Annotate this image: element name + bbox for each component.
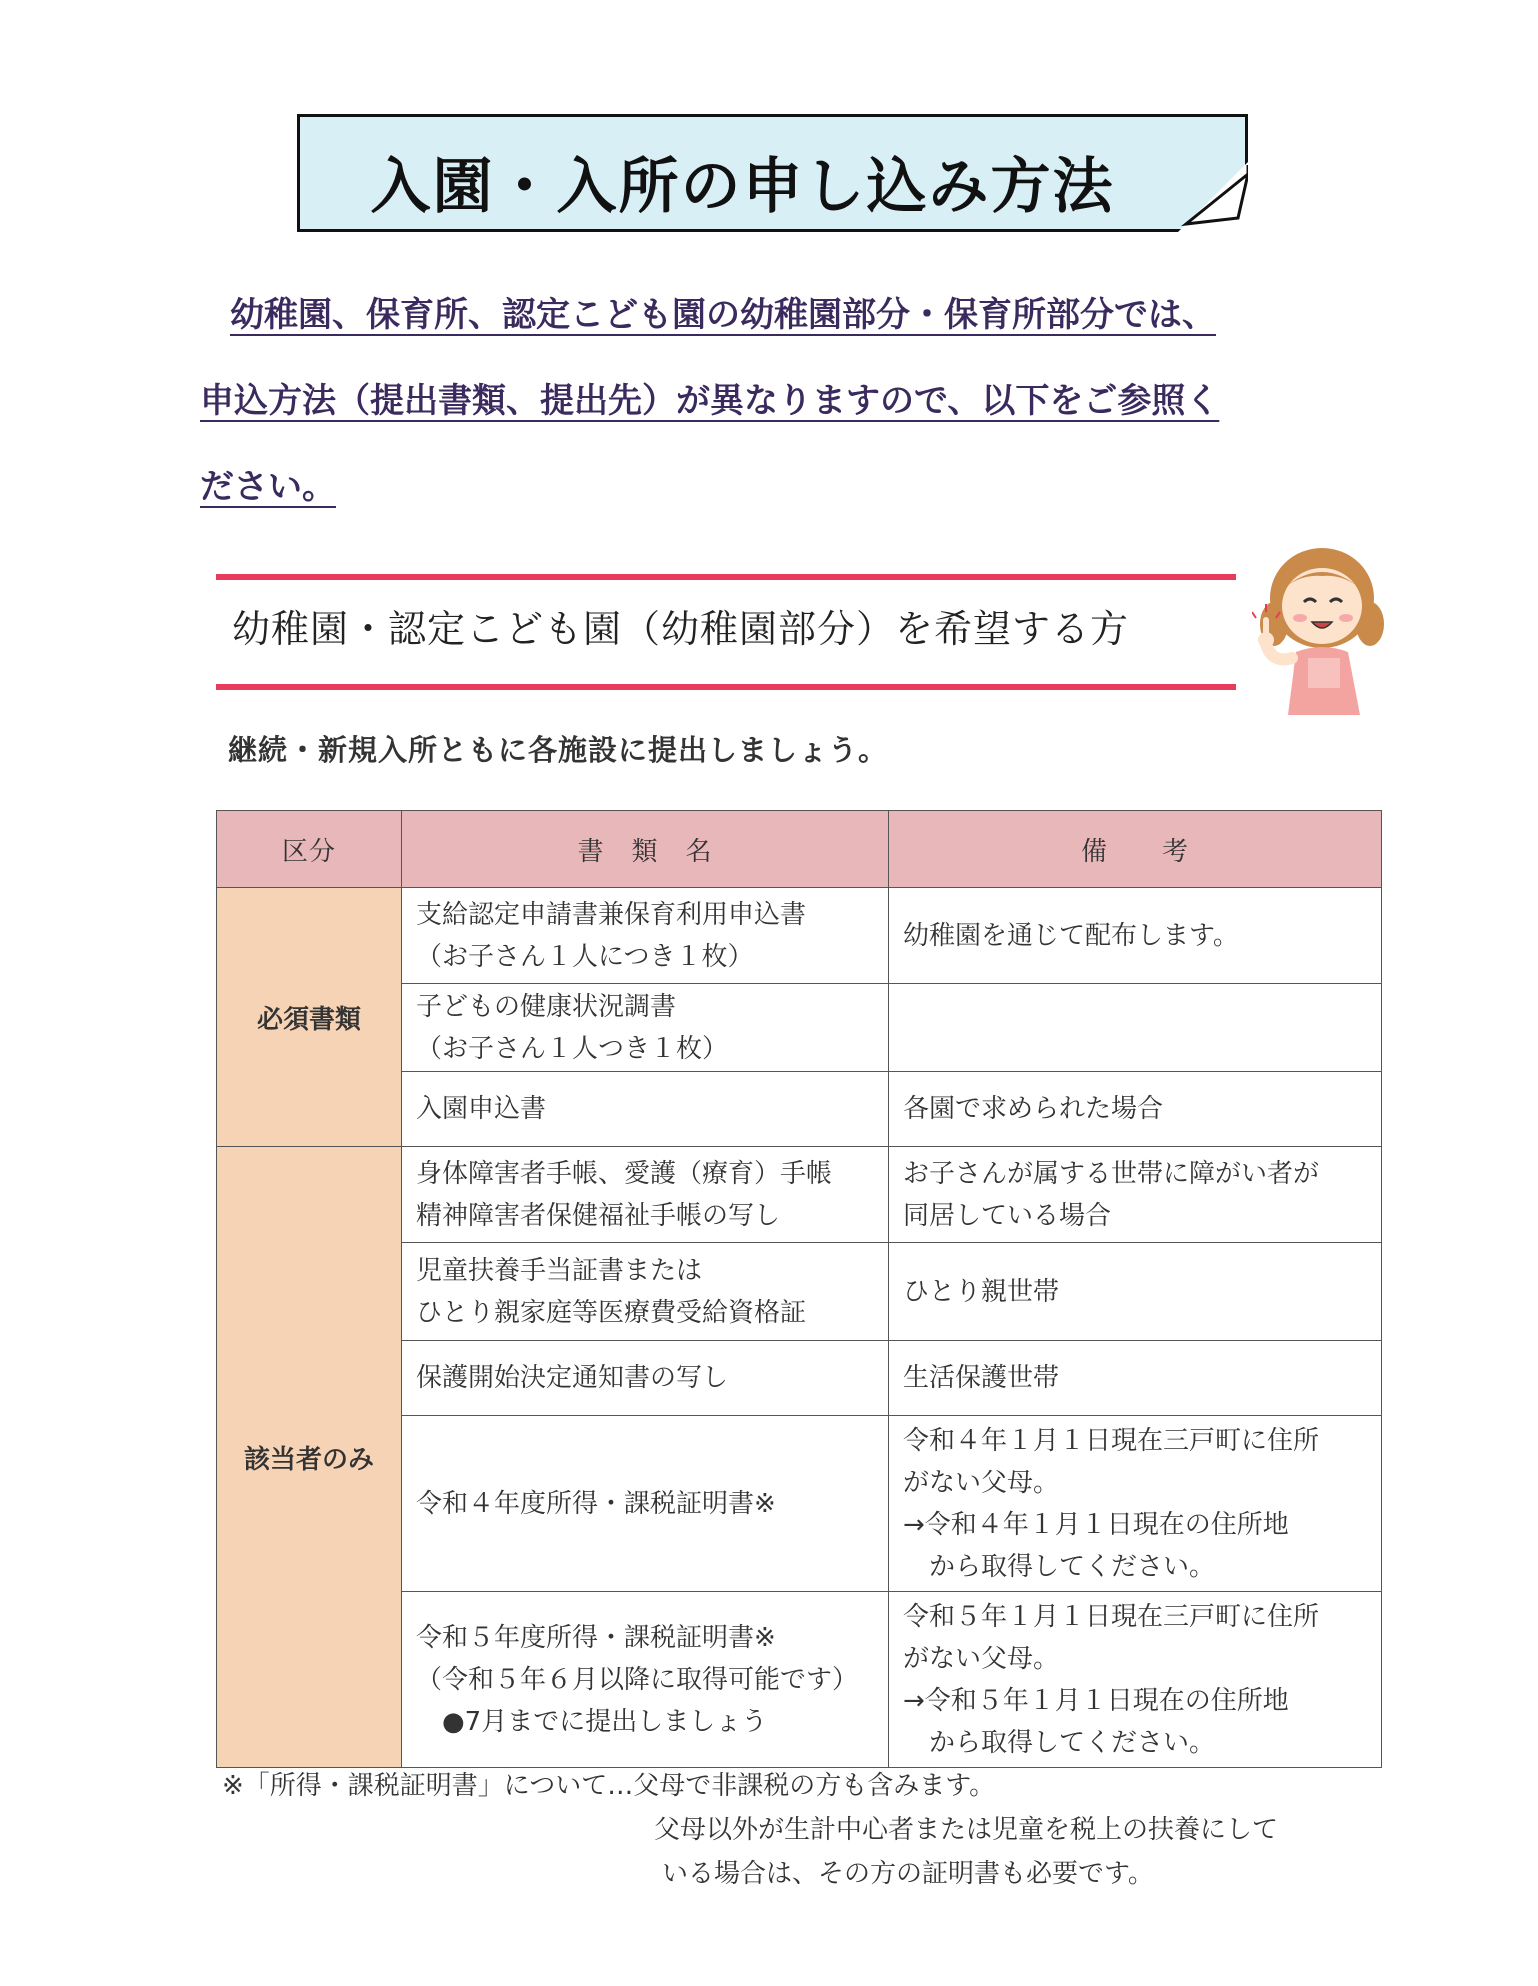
footnote-line: ※「所得・課税証明書」について…父母で非課税の方も含みます。 xyxy=(222,1771,996,1801)
document-line: （令和５年６月以降に取得可能です） xyxy=(416,1664,859,1695)
document-cell xyxy=(402,888,889,984)
note-line: ひとり親世帯 xyxy=(903,1276,1060,1307)
section-lead: 継続・新規入所ともに各施設に提出しましょう。 xyxy=(228,733,889,767)
section-rule-top xyxy=(216,574,1236,580)
intro-line: ださい。 xyxy=(200,467,336,507)
note-cell xyxy=(889,1243,1382,1341)
document-line: ●7月までに提出しましょう xyxy=(416,1706,768,1737)
note-line: 同居している場合 xyxy=(903,1200,1112,1231)
document-line: 保護開始決定通知書の写し xyxy=(416,1363,729,1393)
category-cell: 必須書類 xyxy=(217,888,402,1147)
document-cell xyxy=(402,1243,889,1341)
section-title: 幼稚園・認定こども園（幼稚園部分）を希望する方 xyxy=(232,607,1130,651)
document-cell xyxy=(402,1341,889,1416)
document-line: 入園申込書 xyxy=(416,1094,547,1124)
header-document: 書 類 名 xyxy=(402,811,889,888)
note-line: がない父母。 xyxy=(903,1643,1060,1674)
note-cell xyxy=(889,1147,1382,1243)
title-banner xyxy=(297,114,1248,232)
note-cell xyxy=(889,1072,1382,1147)
document-cell xyxy=(402,1147,889,1243)
girl-illustration-icon xyxy=(1252,540,1392,715)
note-line: お子さんが属する世帯に障がい者が xyxy=(903,1158,1320,1189)
page-curl-icon xyxy=(1178,162,1248,232)
document-line: 児童扶養手当証書または xyxy=(416,1255,703,1286)
footnote xyxy=(222,1764,1278,1896)
intro-text xyxy=(200,272,1340,530)
note-cell xyxy=(889,888,1382,984)
document-line: 身体障害者手帳、愛護（療育）手帳 xyxy=(416,1158,833,1189)
document-line: （お子さん１人につき１枚） xyxy=(416,941,754,972)
note-line: から取得してください。 xyxy=(903,1727,1216,1758)
document-line: 子どもの健康状況調書 xyxy=(416,991,677,1022)
document-line: 令和４年度所得・課税証明書※ xyxy=(416,1488,776,1519)
document-cell xyxy=(402,1072,889,1147)
note-cell xyxy=(889,984,1382,1072)
note-line: 各園で求められた場合 xyxy=(903,1094,1164,1124)
document-table xyxy=(216,810,1382,1768)
note-cell xyxy=(889,1341,1382,1416)
document-line: （お子さん１人つき１枚） xyxy=(416,1033,729,1064)
note-line: 令和４年１月１日現在三戸町に住所 xyxy=(903,1425,1320,1456)
note-line: →令和５年１月１日現在の住所地 xyxy=(903,1685,1289,1716)
note-line: から取得してください。 xyxy=(903,1551,1216,1582)
note-line: →令和４年１月１日現在の住所地 xyxy=(903,1509,1289,1540)
document-cell xyxy=(402,1416,889,1592)
table-row xyxy=(217,888,1382,984)
note-line: がない父母。 xyxy=(903,1467,1060,1498)
note-line: 幼稚園を通じて配布します。 xyxy=(903,920,1239,951)
note-line: 令和５年１月１日現在三戸町に住所 xyxy=(903,1601,1320,1632)
table-row xyxy=(217,1147,1382,1243)
footnote-line: 父母以外が生計中心者または児童を税上の扶養にして xyxy=(654,1815,1279,1845)
document-line: 令和５年度所得・課税証明書※ xyxy=(416,1622,776,1653)
document-cell xyxy=(402,1592,889,1768)
section-rule-bottom xyxy=(216,684,1236,690)
footnote-line: いる場合は、その方の証明書も必要です。 xyxy=(662,1859,1154,1889)
document-cell xyxy=(402,984,889,1072)
page-title: 入園・入所の申し込み方法 xyxy=(370,152,1115,222)
document-line: 精神障害者保健福祉手帳の写し xyxy=(416,1200,781,1231)
note-line: 生活保護世帯 xyxy=(903,1363,1060,1393)
intro-line: 申込方法（提出書類、提出先）が異なりますので、以下をご参照く xyxy=(200,381,1220,421)
intro-line: 幼稚園、保育所、認定こども園の幼稚園部分・保育所部分では、 xyxy=(230,295,1216,335)
document-line: 支給認定申請書兼保育利用申込書 xyxy=(416,899,807,930)
table-header-row xyxy=(217,811,1382,888)
note-cell xyxy=(889,1416,1382,1592)
document-line: ひとり親家庭等医療費受給資格証 xyxy=(416,1297,807,1328)
note-cell xyxy=(889,1592,1382,1768)
header-category: 区分 xyxy=(217,811,402,888)
header-note: 備 考 xyxy=(889,811,1382,888)
category-cell: 該当者のみ xyxy=(217,1147,402,1768)
